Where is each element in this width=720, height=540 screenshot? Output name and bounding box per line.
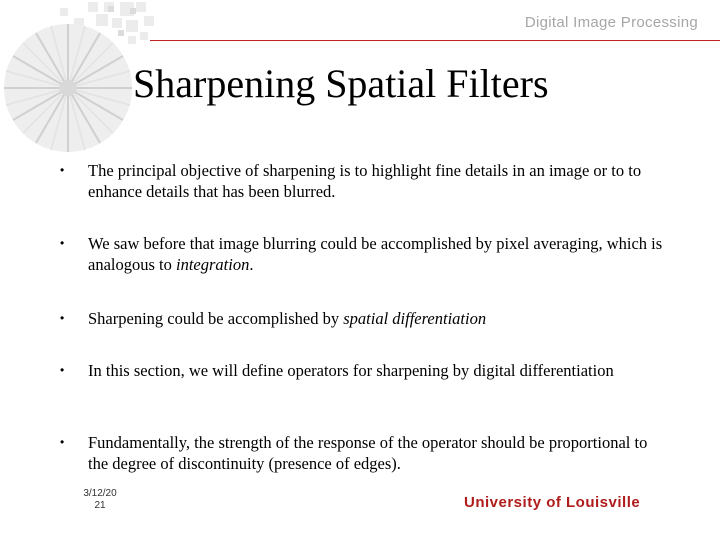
- slide-date-page: [82, 488, 118, 512]
- bullet-text: Sharpening could be accomplished by spatial differentiation: [88, 309, 487, 328]
- emphasis-spatial-differentiation: spatial differentiation: [343, 309, 487, 328]
- university-name: University of Louisville: [464, 494, 641, 511]
- bullet-text: In this section, we will define operators for sharpening by digital differentiation: [88, 361, 614, 380]
- bullet-marker: •: [60, 435, 65, 449]
- bullet-marker: •: [60, 363, 65, 377]
- emphasis-integration: integration: [176, 255, 250, 274]
- header-divider: [150, 40, 720, 41]
- course-header: Digital Image Processing: [524, 14, 698, 31]
- bullet-marker: •: [60, 311, 65, 325]
- bullet-text: Fundamentally, the strength of the response of the operator should be proportional to the degree of discontinuity (presence of edges).: [88, 433, 648, 473]
- bullet-marker: •: [60, 236, 65, 250]
- bullet-text: We saw before that image blurring could be accomplished by pixel averaging, which is analogous to integration.: [88, 234, 663, 274]
- bullet-marker: •: [60, 163, 65, 177]
- slide-date: 3/12/20: [83, 488, 117, 499]
- slide-title: Sharpening Spatial Filters: [133, 61, 549, 106]
- bullet-text: The principal objective of sharpening is to highlight fine details in an image or to to enhance details that has been blurred.: [88, 161, 642, 201]
- slide-number: 21: [94, 500, 106, 511]
